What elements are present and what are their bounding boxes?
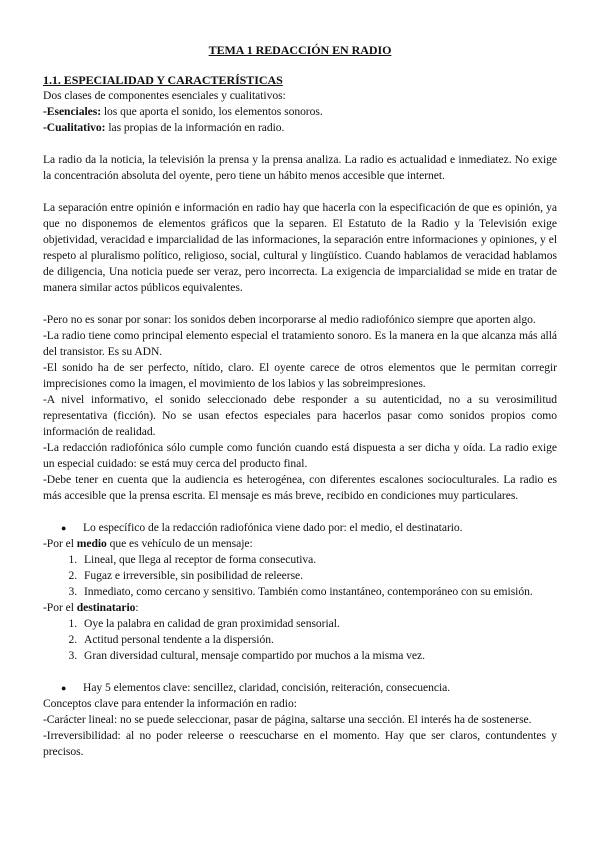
- paragraph-radio-noticia: La radio da la noticia, la televisión la prensa y la prensa analiza. La radio es actualidad e inmediatez. No exige la concentración absoluta del oyente, pero tiene un hábito menos accesible que internet.: [43, 153, 557, 182]
- document-body: [43, 42, 557, 760]
- dash-item: -A nivel informativo, el sonido seleccionado debe responder a su autenticidad, no a su verosimilitud representativa (ficción). No se usan efectos especiales para hacerlos pasar como sonidos propios como información de realidad.: [43, 393, 557, 438]
- medio-line: -Por el medio que es vehículo de un mensaje:: [43, 537, 253, 550]
- esenciales-line: [43, 104, 557, 120]
- paragraph-opinion-informacion: La separación entre opinión e información en radio hay que hacerla con la especificación de que es opinión, ya que no disponemos de elementos gráficos que la separen. El Estatuto de la Radio y la Televisión exige objetividad, veracidad e imparcialidad de las informaciones, la separación entre informaciones y opiniones, y el respeto al pluralismo político, religioso, social, cultural y lingüístico. Cuando hablamos de veracidad hablamos de diligencia, Una noticia puede ser veraz, pero incorrecta. La exigencia de imparcialidad se mide en tratar de manera similar actos públicos equivalentes.: [43, 201, 557, 294]
- dash-item: -Pero no es sonar por sonar: los sonidos deben incorporarse al medio radiofónico siempre que aporten algo.: [43, 313, 536, 326]
- bullet-icon: ●: [61, 683, 67, 693]
- esenciales-text: los que aporta el sonido, los elementos sonoros.: [101, 105, 323, 118]
- list-item: 2. Actitud personal tendente a la dispersión.: [80, 632, 557, 648]
- destinatario-bold: destinatario: [76, 601, 136, 614]
- list-item: 3. Inmediato, como cercano y sensitivo. También como instantáneo, contemporáneo con su emisión.: [80, 584, 557, 600]
- section-heading: 1.1. ESPECIALIDAD Y CARACTERÍSTICAS: [43, 73, 283, 87]
- list-item: 1. Oye la palabra en calidad de gran proximidad sensorial.: [80, 616, 557, 632]
- esenciales-label: -Esenciales:: [43, 105, 102, 118]
- bullet-item-especifico: [43, 520, 557, 536]
- dash-item: -Debe tener en cuenta que la audiencia es heterogénea, con diferentes escalones socioculturales. La radio es más accesible que la prensa escrita. El mensaje es más breve, recibido en condiciones muy particulares.: [43, 473, 557, 502]
- destinatario-list: [43, 616, 557, 664]
- cualitativo-label: -Cualitativo:: [43, 121, 106, 134]
- cualitativo-line: [43, 120, 557, 136]
- medio-bold: medio: [76, 537, 107, 550]
- list-item: 1. Lineal, que llega al receptor de forma consecutiva.: [80, 552, 557, 568]
- conceptos-line: Conceptos clave para entender la información en radio:: [43, 697, 297, 710]
- cualitativo-text: las propias de la información en radio.: [105, 121, 285, 134]
- destinatario-line: -Por el destinatario:: [43, 601, 139, 614]
- concepto-item: -Irreversibilidad: al no poder releerse o reescucharse en el momento. Hay que ser claros, contundentes y precisos.: [43, 729, 557, 758]
- list-item: 3. Gran diversidad cultural, mensaje compartido por muchos a la misma vez.: [80, 648, 557, 664]
- medio-list: [43, 552, 557, 600]
- list-item: 2. Fugaz e irreversible, sin posibilidad de releerse.: [80, 568, 557, 584]
- dash-item: -La redacción radiofónica sólo cumple como función cuando está dispuesta a ser dicha y oída. La radio exige un especial cuidado: se está muy cerca del producto final.: [43, 441, 557, 470]
- bullet-item-elementos: [43, 680, 557, 696]
- concepto-item: -Carácter lineal: no se puede seleccionar, pasar de página, saltarse una sección. El interés ha de sostenerse.: [43, 713, 532, 726]
- bullet-icon: ●: [61, 523, 67, 533]
- dash-item: -La radio tiene como principal elemento especial el tratamiento sonoro. Es la manera en la que alcanza más allá del transistor. Es su ADN.: [43, 329, 557, 358]
- bullet-text: Hay 5 elementos clave: sencillez, claridad, concisión, reiteración, consecuencia.: [83, 681, 451, 694]
- intro-line: Dos clases de componentes esenciales y cualitativos:: [43, 89, 286, 102]
- dash-item: -El sonido ha de ser perfecto, nítido, claro. El oyente carece de otros elementos que le permitan corregir imprecisiones como la imagen, el movimiento de los labios y las sobreimpresiones.: [43, 361, 557, 390]
- page-title: TEMA 1 REDACCIÓN EN RADIO: [208, 43, 392, 57]
- bullet-text: Lo específico de la redacción radiofónica viene dado por: el medio, el destinatario.: [83, 521, 463, 534]
